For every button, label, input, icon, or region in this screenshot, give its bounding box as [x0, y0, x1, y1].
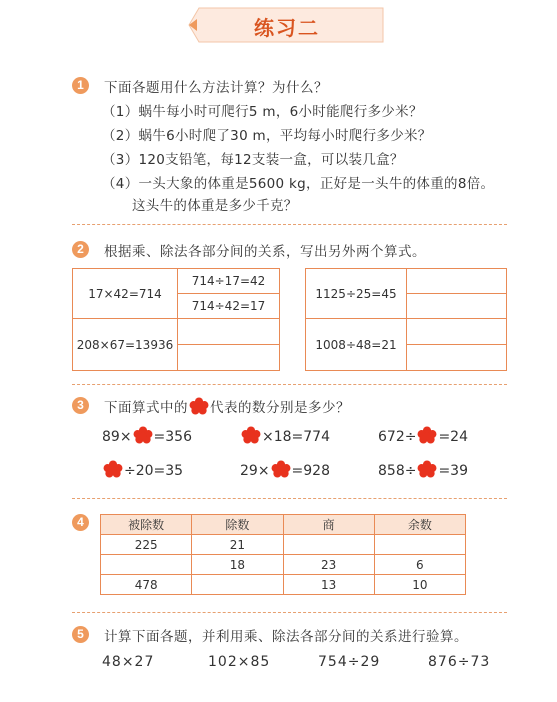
table-cell	[283, 535, 374, 555]
q3-expression	[102, 462, 183, 480]
table-cell: 714÷17=42	[178, 269, 280, 294]
expr-part: 29×	[240, 463, 270, 479]
table-cell: 10	[374, 575, 465, 595]
section-divider	[72, 224, 507, 225]
table-cell: 1008÷48=21	[306, 319, 407, 371]
question-number-badge: 2	[72, 241, 89, 258]
division-table	[100, 514, 466, 595]
table-cell	[407, 269, 507, 294]
expr-part: =39	[438, 463, 468, 479]
table-cell	[407, 294, 507, 319]
flower-icon	[240, 426, 262, 444]
flower-icon	[102, 460, 124, 478]
q3-text-after: 代表的数分别是多少？	[210, 400, 350, 416]
flower-icon	[416, 426, 438, 444]
table-cell: 23	[283, 555, 374, 575]
q3-expression	[240, 462, 330, 480]
page-title: 练习二	[254, 16, 320, 40]
table-row	[101, 575, 466, 595]
expr-part: ×18=774	[262, 429, 330, 445]
table-cell: 714÷42=17	[178, 294, 280, 319]
table-cell: 18	[192, 555, 283, 575]
table-header: 商	[283, 515, 374, 535]
q3-expression	[378, 428, 468, 446]
table-cell: 225	[101, 535, 192, 555]
table-cell: 13	[283, 575, 374, 595]
table-cell	[407, 319, 507, 345]
expr-part: =928	[291, 463, 330, 479]
table-cell	[374, 535, 465, 555]
question-1-text: 下面各题用什么方法计算？为什么？	[104, 80, 328, 96]
flower-icon	[270, 460, 292, 478]
calc-problem: 876÷73	[428, 654, 491, 670]
flower-icon	[188, 397, 210, 415]
q1-item: （2）蜗牛6小时爬了30 m，平均每小时爬行多少米？	[102, 128, 432, 144]
q1-item: （1）蜗牛每小时可爬行5 m，6小时能爬行多少米？	[102, 104, 423, 120]
table-cell	[178, 319, 280, 345]
table-header: 除数	[192, 515, 283, 535]
table-cell	[192, 575, 283, 595]
q3-expression	[378, 462, 468, 480]
table-cell: 21	[192, 535, 283, 555]
question-number-badge: 3	[72, 397, 89, 414]
question-2-text: 根据乘、除法各部分间的关系，写出另外两个算式。	[104, 244, 426, 260]
q3-expression	[240, 428, 330, 446]
table-row	[101, 555, 466, 575]
title-banner	[187, 6, 387, 44]
q3-text-before: 下面算式中的	[104, 400, 188, 416]
flower-icon	[416, 460, 438, 478]
question-number-badge: 1	[72, 77, 89, 94]
q1-item: 这头牛的体重是多少千克？	[132, 198, 298, 214]
table-cell: 208×67=13936	[73, 319, 178, 371]
table-row	[101, 535, 466, 555]
expr-part: 858÷	[378, 463, 417, 479]
expr-part: 672÷	[378, 429, 417, 445]
question-number-badge: 5	[72, 626, 89, 643]
calc-problem: 754÷29	[318, 654, 381, 670]
question-number-badge: 4	[72, 514, 89, 531]
question-3-text	[104, 396, 350, 417]
table-cell	[101, 555, 192, 575]
relation-table-left	[72, 268, 280, 371]
expr-part: ÷20=35	[124, 463, 184, 479]
table-header: 被除数	[101, 515, 192, 535]
calc-problem: 48×27	[102, 654, 155, 670]
question-5-text: 计算下面各题，并利用乘、除法各部分间的关系进行验算。	[104, 629, 468, 645]
table-header: 余数	[374, 515, 465, 535]
table-cell: 6	[374, 555, 465, 575]
q3-expression	[102, 428, 192, 446]
expr-part: =356	[153, 429, 192, 445]
table-cell: 1125÷25=45	[306, 269, 407, 319]
table-cell	[407, 345, 507, 371]
relation-table-right	[305, 268, 507, 371]
table-cell: 17×42=714	[73, 269, 178, 319]
section-divider	[72, 612, 507, 613]
flower-icon	[132, 426, 154, 444]
table-cell	[178, 345, 280, 371]
expr-part: =24	[438, 429, 468, 445]
section-divider	[72, 384, 507, 385]
q1-item: （4）一头大象的体重是5600 kg，正好是一头牛的体重的8倍。	[102, 176, 495, 192]
section-divider	[72, 498, 507, 499]
table-cell: 478	[101, 575, 192, 595]
expr-part: 89×	[102, 429, 132, 445]
calc-problem: 102×85	[208, 654, 271, 670]
q1-item: （3）120支铅笔，每12支装一盒，可以装几盒？	[102, 152, 404, 168]
